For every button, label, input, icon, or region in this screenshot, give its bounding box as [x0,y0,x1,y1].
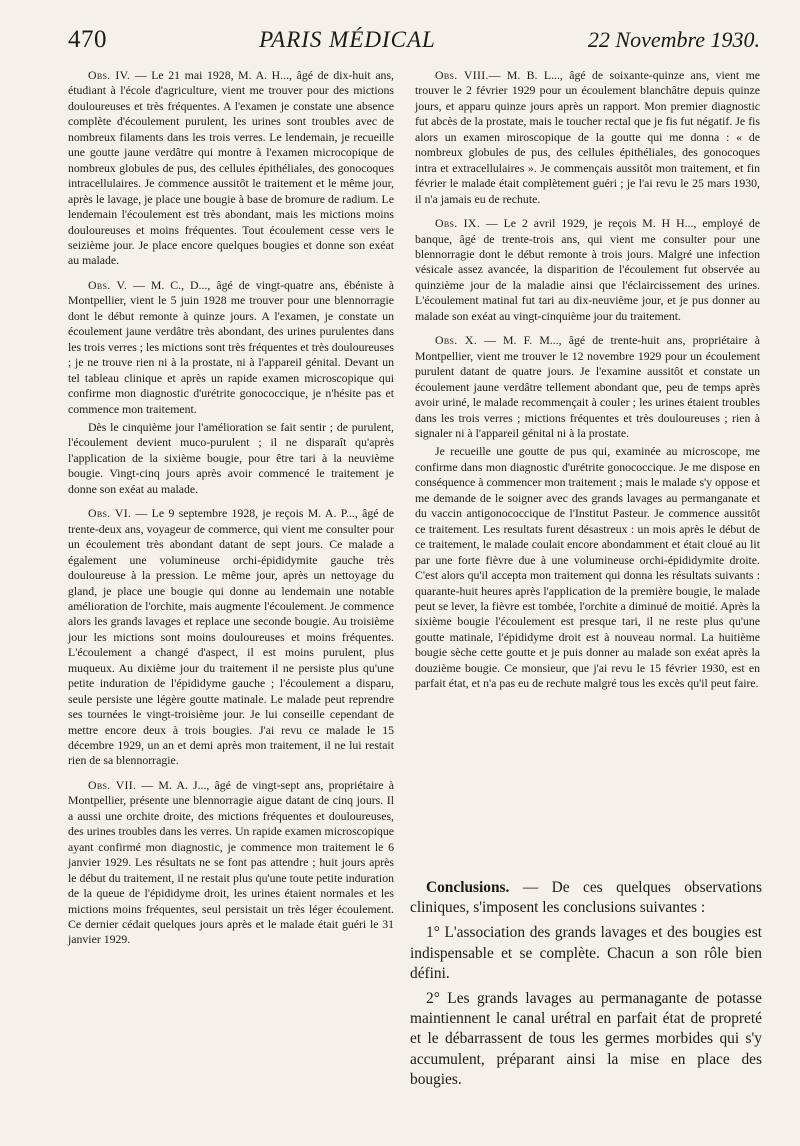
observation-vii [68,778,394,948]
observation-text: Je recueille une goutte de pus qui, examinée au microscope, me confirme dans mon diagnostic d'urétrite gonococcique. Je me dispose en conséquence à commencer mon traitement ; mais le malade s'y oppose et me demande de le soigner avec des grands lavages au permanganate et du vaccin antigonococcique de l'Institut Pasteur. Je commence aussitôt ce traitement. Les resultats furent désastreux : un mois après le début de ce traitement, le malade coulait encore abondamment et était cloué au lit par une forte fièvre due à une volumineuse orchi-épididymite droite. C'est alors qu'il accepta mon traitement qui donna les résultats suivants : quarante-huit heures après l'application de la première bougie, le malade peut se lever, la fièvre est tombée, l'orchite a diminué de moitié. Après la sixième bougie l'écoulement est presque tari, il ne reste plus qu'une goutte matinale, l'épididyme droit est à nouveau normal. La huitième bougie sèche cette goutte et je puis donner au malade son exéat après la douzième bougie. Ce monsieur, que j'ai revu le 15 février 1930, est en parfait état, et n'a pas eu de rechute malgré tous les excès qu'il peut faire. [415,444,760,691]
issue-date: 22 Novembre 1930. [587,27,760,52]
observation-text: — M. B. L..., âgé de soixante-quinze ans, vient me trouver le 2 février 1929 pour un écoulement blanchâtre depuis quinze jours, et apparu quinze jours après un rapport. Mon premier diagnostic fut abcès de la prostate, mais le toucher rectal que je fis fut négatif. Je fis alors un examen miroscopique de la goutte qui me donna : « de nombreux globules de pus, des cellules épithéliales, des gonocoques intra et extracellulaires ». Je commençais aussitôt mon traitement, et fin février le malade était complètement guéri ; je l'ai revu le 25 mars 1930, il n'a jamais eu de rechute. [415,68,760,206]
observation-text: — M. F. M..., âgé de trente-huit ans, propriétaire à Montpellier, vient me trouver le 12 novembre 1929 pour un écoulement purulent datant de quatre jours. Je l'examine aussitôt et constate un écoulement jaune verdâtre tellement abondant que, peu de temps après avoir uriné, le malade recommençait à couler ; les urines étaient troubles dans les trois verres ; mictions fréquentes et très douloureuses ; rien à signaler ni à l'appareil génital ni à la prostate. [415,333,760,440]
observation-v [68,278,394,417]
observation-label: Obs. IV. [88,68,131,82]
conclusion-item-1: 1° L'association des grands lavages et des bougies est indispensable et se complète. Chacun a son rôle bien défini. [410,924,762,982]
conclusion-item-2: 2° Les grands lavages au permanagante de potasse maintiennent le canal urétral en parfait état de propreté et le débarrassent de tous les germes morbides qui s'y accumulent, préparant ainsi la mise en place des bougies. [410,990,762,1088]
observation-label: Obs. V. [88,277,128,292]
page-header [68,26,760,66]
observation-text: — Le 21 mai 1928, M. A. H..., âgé de dix-huit ans, étudiant à l'école d'agriculture, vient me trouver pour des mictions douloureuses et très fréquentes. A l'examen je constate une absence complète d'écoulement purulent, les urines sont troubles avec de nombreux filaments dans les trois verres. Le lendemain, je recueille une goutte jaune verdâtre qui montre à l'examen microcopique de nombreux globules de pus, des cellules épithéliales, des gonocoques intracellulaires. Je commence aussitôt le traitement et le même jour, après le lavage, je place une bougie à base de bromure de radium. Le lendemain l'écoulement est très abondant, mais les mictions moins douloureuses et moins fréquentes. Tout écoulement cesse vers le seizième jour. Je place encore quelques bougies et donne son exéat au malade. [68,68,394,268]
observation-x-continued [415,444,760,691]
left-column [68,68,394,957]
observation-label: Obs. IX. [435,216,480,231]
observation-v-continued [68,420,394,497]
observation-label: Obs. VI. [88,506,132,521]
observation-vi [68,506,394,769]
observation-label: Obs. VIII. [435,68,489,82]
right-column [415,68,760,701]
conclusions-intro-text: — De ces quelques observations cliniques, s'imposent les conclusions suivantes : [410,879,762,917]
observation-text: — M. C., D..., âgé de vingt-quatre ans, ébéniste à Montpellier, vient le 5 juin 1928 me trouver pour une blennorragie dont le début remonte à quinze jours. A l'examen, je constate un écoulement jaune verdâtre très abondant, des urines purulentes dans les trois verres ; les mictions sont très fréquentes et très douloureuses ; je ne trouve rien ni à la prostate, ni à l'appareil génital. Devant un tel tableau clinique et après un rapide examen microscopique qui confirme mon diagnostic d'urétrite gonococcique, je n'hésite pas et commence mon traitement. [68,277,394,416]
conclusions-section [410,878,762,1095]
observation-label: Obs. X. [435,333,477,348]
observation-text: — Le 9 septembre 1928, je reçois M. A. P..., âgé de trente-deux ans, voyageur de commerce, qui vient me consulter pour un écoulement très abondant datant de sept jours. Ce malade a également une volumineuse orchi-épididymite gauche très douloureuse à la pression. Le même jour, après un nettoyage du gland, je place une bougie qui donne au lendemain une notable amélioration de l'orchite, mais augmente l'écoulement. Je commence alors les grands lavages et replace une seconde bougie. Au troisième jour les mictions sont moins douloureuses et moins fréquentes. L'écoulement a changé d'aspect, il est moins purulent, plus muqueux. Au dixième jour du traitement il ne persiste plus qu'une petite induration de l'épididyme gauche ; l'écoulement a disparu, seule persiste une légère goutte matinale. Le malade peut reprendre ses tournées le vingt-troisième jour. Je lui conseille cependant de mettre encore deux à trois bougies. J'ai revu ce malade le 15 décembre 1929, un an et demi après mon traitement, il ne lui restait rien de sa blennorragie. [68,506,394,768]
observation-viii [415,68,760,207]
conclusions-intro [410,878,762,918]
observation-ix [415,216,760,324]
observation-iv [68,68,394,269]
conclusions-heading: Conclusions. [426,879,510,896]
observation-text: Dès le cinquième jour l'amélioration se fait sentir ; de purulent, l'écoulement devient muco-purulent ; il ne disparaît qu'après l'application de la sixième bougie, pour être tari à la neuvième bougie. Vingt-cinq jours après avoir commencé le traitement je donne son exéat au malade. [68,419,394,496]
observation-text: — M. A. J..., âgé de vingt-sept ans, propriétaire à Montpellier, présente une blennorragie aigue datant de cinq jours. Il a aussi une orchite droite, des mictions fréquentes et douloureuses, des urines troubles dans les verres. Un rapide examen microscopique ayant confirmé mon diagnostic, je commence mon traitement le 6 janvier 1929. Les résultats ne se font pas attendre ; huit jours après le début du traitement, il ne restait plus qu'une toute petite induration de la queue de l'épididyme droit, les urines étaient normales et les mictions moins fréquentes, seul persistait un très léger écoulement. Ce dernier cédait quelques jours après et le malade était guéri le 31 janvier 1929. [68,777,395,947]
journal-title: PARIS MÉDICAL [259,27,436,52]
observation-text: — Le 2 avril 1929, je reçois M. H H..., employé de banque, âgé de trente-trois ans, qui vient me consulter pour une blennorragie dont le début remonte à trois jours. Malgré une infection vésicale assez avancée, la disparition de l'écoulement fut observée au quinzième jour de la maladie ainsi que l'éclaircissement des urines. L'écoulement matinal fut tari au dix-neuvième jour, et je pus donner au malade son exéat au vingt-cinquième jour du traitement. [415,216,760,323]
observation-x [415,333,760,441]
observation-label: Obs. VII. [88,777,137,792]
page-number: 470 [68,26,107,53]
